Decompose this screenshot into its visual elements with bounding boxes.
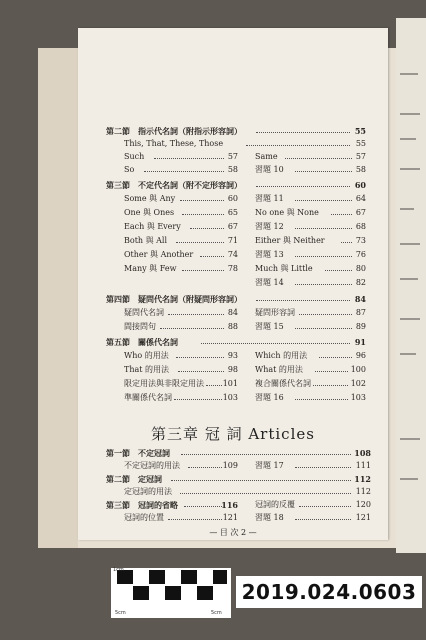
scale-bar [111,568,231,618]
chapter-heading: 第三章 冠 詞 Articles [151,425,315,443]
adjacent-page [396,18,426,553]
accession-number-label: 2019.024.0603 [236,576,422,608]
toc-page: 第二節 指示代名詞（附指示形容詞） 55 This, That, These, Those 55 Such 57 Same 57 So 58 習題 10 58 第三節 不定代名詞（附不定形容詞） 60 Some 與 Any 60 習題 11 64 One 與 Ones 65 No one 與 None 67 Each 與 Every 67 習題 12 68 Both 與 All 71 Either 與 Neither 73 Other 與 Another 74 習題 13 76 Many 與 Few 78 Much 與 Little 80 習題 14 82 第四節 疑問代名詞（附疑問形容詞） 84 疑問代名詞 84 疑問形容詞 87 間接問句 88 習題 15 89 第五節 關係代名詞 91 Who 的用法 93 Which 的用法 96 That 的用法 98 What 的用法 100 限定用法與非限定用法 101 複合關係代名詞 102 準關係代名詞 103 習題 16 103 第三章 冠 詞 Articles 第一節 不定冠詞 108 不定冠詞的用法 109 習題 17 111 第二節 定冠詞 112 定冠詞的用法 112 第三節 冠詞的省略 116 冠詞的反覆 120 冠詞的位置 121 習題 18 121 — 目 次 2 — [78,28,388,540]
book-cover-edge [38,48,78,548]
scale-label: 5cm [115,610,126,616]
scale-label: 1cm [113,567,124,573]
scale-label: 5cm [211,610,222,616]
page-footer: — 目 次 2 — [209,528,257,537]
